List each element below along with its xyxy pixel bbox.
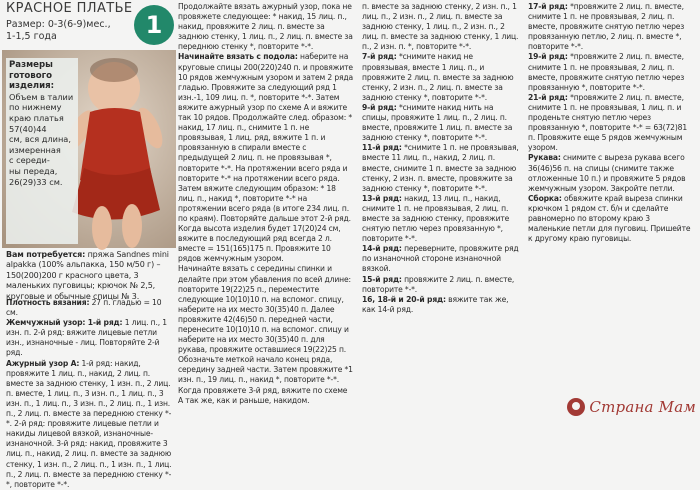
paragraph: Сборка: обвяжите край выреза спинки крючком 1 рядом ст. б/н и сделайте равномерно по второму краю 3 маленькие петли для пуговиц. Пришейте к другому краю пуговицы. xyxy=(528,193,691,244)
size-box-line: см, вся длина, xyxy=(9,134,71,145)
paragraph: Продолжайте вязать ажурный узор, пока не провяжете следующее: * накид, 15 лиц. п., накид, провяжите 2 лиц. п. вместе за заднюю стенку, 1 лиц. п., 2 лиц. п. вместе за переднюю стенку *, повторите *-*. xyxy=(178,2,353,52)
materials-text: пряжа Sandnes mini alpakka (100% альпакка, 150 м/50 г) – 150(200)200 г красного цвета, 3 маленьких пуговицы; крючок № 2,5, круговые и обычные спицы № 3. xyxy=(6,250,169,301)
size-box-header: Размеры готового изделия: xyxy=(9,60,55,92)
paragraph: п. вместе за заднюю стенку, 2 изн. п., 1 лиц. п., 2 изн. п., 2 лиц. п. вместе за заднюю стенку, 1 лиц. п., 2 изн. п., 2 лиц. п. вместе за заднюю стенку, 1 лиц. п., 2 изн. п. *, повторите *-*. xyxy=(362,2,519,52)
paragraph: 9-й ряд: *снимите накид нить на спицы, провяжите 1 лиц. п., 2 лиц. п. вместе, провяжите 1 лиц. п. вместе за заднюю стенку *, повторите *-*. xyxy=(362,102,513,143)
size-box-line: измеренная xyxy=(9,144,61,155)
paragraph: 14-й ряд: переверните, провяжите ряд по изнаночной стороне изнаночной вязкой. xyxy=(362,244,519,274)
size-box-line: 57(40)44 xyxy=(9,123,47,134)
paragraph: Начинайте вязать с подола: наберите на круговые спицы 200(220)240 п. и провяжите 10 рядов жемчужным узором и затем 2 ряда гладью. Провяжите за следующий ряд 1 изн.-1, 109 лиц. п. *, повторите *-*. Затем вяжите ажурный узор по схеме А и вяжите так 10 рядов. Продолжайте след. образом: * накид, 17 лиц. п., снимите 1 п. не провязывая, 1 лиц. ряд, вяжите 1 п. и провязанную в спирали вместе с предыдущей 2 лиц. п. не провязывая *, повторите *-*. На протяжении всего ряда и повторите *-* на протяжении всего ряда. Затем вяжите следующим образом: * 18 лиц. п., накид *, повторите *-* на протяжении всего ряда (в итоге 234 лиц. п. по краям). Повторяйте дальше этот 2-й ряд. Когда высота изделия будет 17(20)24 см, вяжите в последующий ряд всегда 2 л. вместе = 151(165)175 п. Провяжите 10 рядов жемчужным узором. xyxy=(178,52,354,264)
number-badge: 1 xyxy=(134,5,174,45)
paragraph: 16, 18-й и 20-й ряд: вяжите так же, как 14-й ряд. xyxy=(362,294,509,314)
size-box-line: краю платья xyxy=(9,112,64,123)
size-line-1: Размер: 0-3(6-9)мес., xyxy=(6,19,111,30)
paragraph: 17-й ряд: *провяжите 2 лиц. п. вместе, снимите 1 п. не провязывая, 2 лиц. п. вместе, провяжите снятую петлю через провязанную петлю, 2 лиц. п. вместе *, повторите *-*. xyxy=(528,2,685,52)
column-2 xyxy=(178,2,354,418)
size-box-line: 26(29)33 см. xyxy=(9,176,63,187)
column-4 xyxy=(528,2,694,372)
size-box xyxy=(6,58,78,244)
paragraph: Плотность вязания: 27 п. гладью = 10 см. xyxy=(6,298,162,318)
size-box-line: ны переда, xyxy=(9,165,58,176)
page-title: КРАСНОЕ ПЛАТЬЕ xyxy=(6,1,133,16)
paragraph: 19-й ряд: *провяжите 2 лиц. п. вместе, снимите 1 п. не провязывая, 2 лиц. п. вместе, провяжите снятую петлю через провязанную *, повторите *-*. xyxy=(528,52,685,92)
size-box-line: по нижнему xyxy=(9,102,62,113)
paragraph: Рукава: снимите с выреза рукава всего 36(46)56 п. на спицы (снимите также отложенные 10 п.) и провяжите 5 рядов жемчужным узором. Закройте петли. xyxy=(528,153,686,193)
size-line-2: 1-1,5 года xyxy=(6,30,57,42)
paragraph: Начинайте вязать с середины спинки и делайте при этом убавления по всей длине: повторите 19(22)25 п., переместите следующие 10(10)10 п. на вспомог. спицу, наберите на их место 30(35)40 п. Далее провяжите 42(46)50 п. передней части, перенесите 10(10)10 п. на вспомог. спицу и наберите на их место 30(35)40 п. для рукава, провяжите оставшиеся 19(22)25 п. Обозначьте меткой начало конец ряда, середину задней части. Затем провяжите *1 изн. п., 19 лиц. п., накид *, повторите *-*. Когда провяжете 3-й ряд, вяжите по схеме А так же, как и раньше, накидом. xyxy=(178,264,353,405)
paragraph: 15-й ряд: провяжите 2 лиц. п. вместе, повторите *-*. xyxy=(362,274,515,294)
paragraph: Ажурный узор А: 1-й ряд: накид, провяжите 1 лиц. п., накид, 2 лиц. п. вместе за заднюю стенку, 1 изн. п., 2 лиц. п. вместе, 1 лиц. п., 3 изн. п., 1 лиц. п., 3 изн. п., 1 лиц. п., 3 изн. п., 2 лиц. п., 1 изн. п., 2 лиц. п. вместе за переднюю стенку *-*. 2-й ряд: провяжите лицевые петли и накиды лицевой вязкой, изнаночные-изнаночной. 3-й ряд: накид, провяжите 3 лиц. п., накид, 2 лиц. п. вместе за заднюю стенку, 1 изн. п., 2 лиц. п., 1 изн. п., 1 лиц. п., 2 лиц. п. вместе за переднюю стенку *-*, повторите *-*. xyxy=(6,358,172,489)
paragraph: 11-й ряд: *снимите 1 п. не провязывая, вместе 11 лиц. п., накид, 2 лиц. п. вместе, снимите 1 п. вместе за заднюю стенку, 2 изн. п. вместе, провяжите за заднюю стенку *, повторите *-*. xyxy=(362,143,519,193)
size-box-line: с середи- xyxy=(9,155,50,166)
column-3 xyxy=(362,2,522,418)
column-1 xyxy=(6,298,174,489)
watermark-text: Страна Мам xyxy=(589,398,696,416)
paragraph: 21-й ряд: *провяжите 2 лиц. п. вместе, снимите 1 п. не провязывая, 1 лиц. п. и проденьте снятую петлю через провязанную *, повторите *-* = 63(72)81 п. Провяжите еще 5 рядов жемчужным узором. xyxy=(528,92,688,153)
materials-header: Вам потребуется: xyxy=(6,250,86,259)
paragraph: 7-й ряд: *снимите накид не провязывая, вместе 1 лиц. п., и провяжите 2 лиц. п. вместе за заднюю стенку, 2 изн. п., 2 лиц. п. вместе за заднюю стенку *, повторите *-*. xyxy=(362,52,514,102)
materials-block xyxy=(6,250,174,302)
paragraph: 13-й ряд: накид, 13 лиц. п., накид, снимите 1 п. не провязывая, 2 лиц. п. вместе за заднюю стенку, провяжите снятую петлю через провязанную *, повторите *-*. xyxy=(362,193,510,244)
size-info xyxy=(6,19,134,42)
paragraph: Жемчужный узор: 1-й ряд: 1 лиц. п., 1 изн. п. 2-й ряд: вяжите лицевые петли изн., изнаночные - лиц. Повторяйте 2-й ряд. xyxy=(6,318,167,358)
watermark-logo-icon xyxy=(566,397,586,417)
watermark xyxy=(566,397,696,417)
size-box-line: Объем в талии xyxy=(9,91,74,102)
